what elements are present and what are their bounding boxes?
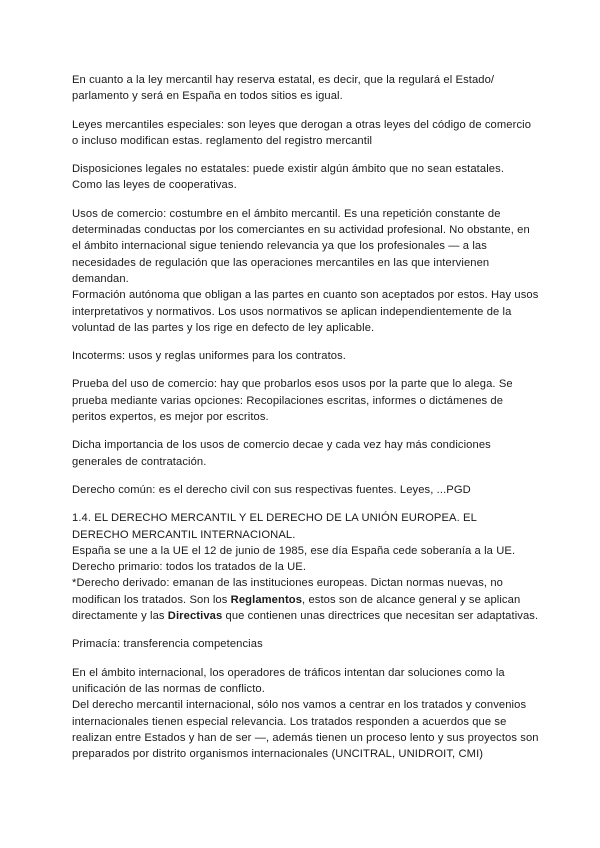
paragraph-incoterms xyxy=(72,348,534,364)
paragraph-primacia xyxy=(72,636,534,652)
text-line: Dicha importancia de los usos de comercio decae y cada vez hay más condiciones xyxy=(72,439,491,452)
paragraph-derecho-ue xyxy=(72,510,539,624)
text-line: demandan. xyxy=(72,272,129,285)
paragraph-prueba-uso xyxy=(72,376,534,425)
text-line: generales de contratación. xyxy=(72,455,207,468)
text-line: realizan entre Estados y han de ser —, además tienen un proceso lento y sus proyectos son xyxy=(72,731,539,744)
section-heading: 1.4. EL DERECHO MERCANTIL Y EL DERECHO DE LA UNIÓN EUROPEA. EL xyxy=(72,512,477,525)
text-line: Usos de comercio: costumbre en el ámbito mercantil. Es una repetición constante de xyxy=(72,207,501,220)
paragraph-leyes-especiales xyxy=(72,117,534,150)
text-line: Formación autónoma que obligan a las partes en cuanto son aceptados por estos. Hay usos xyxy=(72,289,539,302)
text-line xyxy=(72,608,539,624)
text-line: Como las leyes de cooperativas. xyxy=(72,179,237,192)
text-line: prueba mediante varias opciones: Recopilaciones escritas, informes o dictámenes de xyxy=(72,394,504,407)
text-line: En el ámbito internacional, los operadores de tráficos intentan dar soluciones como la xyxy=(72,666,505,679)
text-line: En cuanto a la ley mercantil hay reserva estatal, es decir, que la regulará el Estado/ xyxy=(72,74,495,86)
text-line: Incoterms: usos y reglas uniformes para los contratos. xyxy=(72,350,347,363)
paragraph-ley-mercantil xyxy=(72,72,534,105)
text-line xyxy=(72,592,534,608)
bold-term-directivas: Directivas xyxy=(167,610,223,623)
paragraph-disposiciones xyxy=(72,161,534,194)
text-line: España se une a la UE el 12 de junio de 1985, ese día España cede soberanía a la UE. xyxy=(72,544,516,557)
text-line: Derecho primario: todos los tratados de la UE. xyxy=(72,561,307,574)
text-line: determinadas conductas por los comerciantes en su actividad profesional. No obstante, en xyxy=(72,224,530,237)
document-body xyxy=(72,72,539,774)
text-line: voluntad de las partes y los rige en defecto de ley aplicable. xyxy=(72,321,375,334)
text-line: el ámbito internacional sigue teniendo relevancia ya que los profesionales — a las xyxy=(72,240,487,253)
text-run: que contienen unas directrices que necesitan ser adaptativas. xyxy=(222,610,539,623)
text-line: Derecho común: es el derecho civil con sus respectivas fuentes. Leyes, ...PGD xyxy=(72,483,471,496)
text-run: directamente y las xyxy=(72,610,168,623)
text-line: unificación de las normas de conflicto. xyxy=(72,682,265,695)
text-line: interpretativos y normativos. Los usos normativos se aplican independientemente de la xyxy=(72,305,512,318)
paragraph-usos-comercio xyxy=(72,206,539,336)
text-line: peritos expertos, es mejor por escritos. xyxy=(72,411,269,424)
paragraph-importancia-usos xyxy=(72,437,534,470)
paragraph-ambito-internacional xyxy=(72,665,539,763)
text-line: o incluso modifican estas. reglamento del registro mercantil xyxy=(72,134,373,147)
text-line: preparados por distrito organismos internacionales (UNCITRAL, UNIDROIT, CMI) xyxy=(72,748,484,761)
text-line: Prueba del uso de comercio: hay que probarlos esos usos por la parte que lo alega. Se xyxy=(72,378,513,391)
text-run: modifican los tratados. Son los xyxy=(72,593,231,606)
text-line: Primacía: transferencia competencias xyxy=(72,638,263,651)
text-line: internacionales tienen especial relevancia. Los tratados responden a acuerdos que se xyxy=(72,715,507,728)
paragraph-derecho-comun xyxy=(72,482,534,498)
text-line: Del derecho mercantil internacional, sólo nos vamos a centrar en los tratados y convenios xyxy=(72,699,527,712)
text-line: necesidades de regulación que las operaciones mercantiles en las que intervienen xyxy=(72,256,490,269)
text-line: parlamento y será en España en todos sitios es igual. xyxy=(72,90,343,103)
text-line: *Derecho derivado: emanan de las instituciones europeas. Dictan normas nuevas, no xyxy=(72,577,503,590)
text-line: Disposiciones legales no estatales: puede existir algún ámbito que no sean estatales. xyxy=(72,163,505,176)
bold-term-reglamentos: Reglamentos xyxy=(230,593,303,606)
section-heading: DERECHO MERCANTIL INTERNACIONAL. xyxy=(72,528,296,541)
text-line: Leyes mercantiles especiales: son leyes que derogan a otras leyes del código de comercio xyxy=(72,118,532,131)
text-run: , estos son de alcance general y se aplican xyxy=(302,593,521,606)
